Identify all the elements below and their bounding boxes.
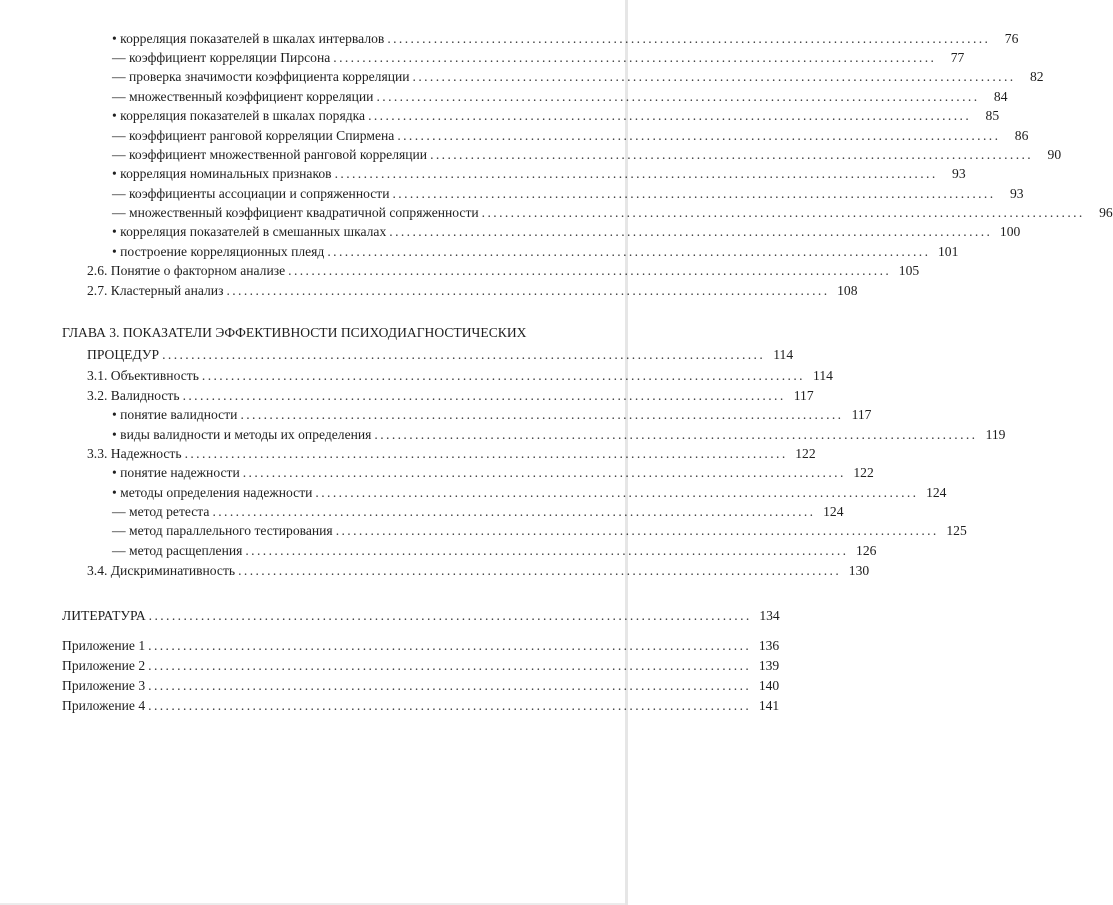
toc-entry <box>0 425 1006 444</box>
dot-leader: ........................................................................................................ <box>288 263 892 278</box>
toc-entry <box>0 606 780 625</box>
toc-entry-text: — метод ретеста <box>112 504 210 519</box>
toc-page-number: 82 <box>1029 69 1044 84</box>
toc-page-number: 114 <box>813 368 833 383</box>
toc-page-number: 139 <box>758 658 780 673</box>
toc-page-number: 93 <box>952 166 966 181</box>
dot-leader: ........................................................................................................ <box>182 388 786 403</box>
toc-entry-text: — коэффициенты ассоциации и сопряженности <box>112 186 390 201</box>
toc-page-number: 117 <box>793 388 814 403</box>
toc-entry <box>0 184 1024 203</box>
dot-leader: ........................................................................................................ <box>327 244 931 259</box>
dot-leader: ........................................................................................................ <box>148 608 752 623</box>
toc-entry <box>0 366 833 385</box>
toc-entry-text: — множественный коэффициент квадратичной сопряженности <box>112 205 479 220</box>
toc-entry-text: — коэффициент множественной ранговой корреляции <box>112 147 428 162</box>
toc-entry-text: • корреляция номинальных признаков <box>112 166 332 181</box>
toc-entry-text: — метод параллельного тестирования <box>112 523 333 538</box>
toc-entry <box>0 345 794 364</box>
dot-leader: ........................................................................................................ <box>335 523 939 538</box>
dot-leader: ........................................................................................................ <box>389 224 993 239</box>
toc-entry <box>0 203 1113 222</box>
dot-leader: ........................................................................................................ <box>374 427 978 442</box>
toc-entry-text: • корреляция показателей в шкалах интервалов <box>112 31 385 46</box>
toc-entry-text: Приложение 2 <box>62 658 146 673</box>
dot-leader: ........................................................................................................ <box>226 283 830 298</box>
toc-page-number: 136 <box>758 638 780 653</box>
toc-entry <box>0 541 877 560</box>
toc-entry-text: • построение корреляционных плеяд <box>112 244 325 259</box>
toc-entry-text: • виды валидности и методы их определения <box>112 427 372 442</box>
dot-leader: ........................................................................................................ <box>245 543 849 558</box>
toc-entry <box>0 521 967 540</box>
toc-page-number: 108 <box>837 283 858 298</box>
dot-leader: ........................................................................................................ <box>315 485 919 500</box>
toc-entry <box>0 676 780 695</box>
toc-entry <box>0 502 844 521</box>
dot-leader: ........................................................................................................ <box>201 368 805 383</box>
toc-entry <box>0 696 780 715</box>
toc-page-number: 122 <box>795 446 816 461</box>
toc-entry-text: • понятие надежности <box>112 465 240 480</box>
toc-entry <box>0 48 965 67</box>
toc-page-number: 119 <box>985 427 1006 442</box>
toc-page-number: 105 <box>898 263 920 278</box>
dot-leader: ........................................................................................................ <box>392 186 996 201</box>
dot-leader: ........................................................................................................ <box>148 678 752 693</box>
toc-page-number: 124 <box>926 485 947 500</box>
dot-leader: ........................................................................................................ <box>481 205 1085 220</box>
toc-entry <box>0 242 959 261</box>
dot-leader: ........................................................................................................ <box>368 108 972 123</box>
toc-page-number: 84 <box>993 89 1008 104</box>
toc-page-number: 100 <box>999 224 1021 239</box>
dot-leader: ........................................................................................................ <box>240 407 844 422</box>
toc-page-number: 76 <box>1004 31 1019 46</box>
toc-entry-text: • корреляция показателей в шкалах порядка <box>112 108 366 123</box>
toc-entry-text: — метод расщепления <box>112 543 243 558</box>
toc-page-number: 117 <box>851 407 872 422</box>
toc-page-number: 134 <box>759 608 780 623</box>
toc-page-number: 122 <box>853 465 874 480</box>
toc-entry <box>0 29 1019 48</box>
toc-entry <box>0 87 1008 106</box>
dot-leader: ........................................................................................................ <box>412 69 1016 84</box>
toc-entry <box>0 164 966 183</box>
toc-entry <box>0 444 816 463</box>
dot-leader: ........................................................................................................ <box>148 638 752 653</box>
toc-page-number: 124 <box>823 504 844 519</box>
toc-entry-text: — множественный коэффициент корреляции <box>112 89 374 104</box>
toc-entry-text: 3.1. Объективность <box>87 368 199 383</box>
dot-leader: ........................................................................................................ <box>387 31 991 46</box>
dot-leader: ........................................................................................................ <box>148 698 752 713</box>
toc-page-number: 114 <box>773 347 794 362</box>
dot-leader: ........................................................................................................ <box>242 465 846 480</box>
dot-leader: ........................................................................................................ <box>162 347 766 362</box>
dot-leader: ........................................................................................................ <box>238 563 842 578</box>
toc-entry <box>0 483 947 502</box>
toc-page-number: 93 <box>1009 186 1024 201</box>
toc-entry-text: • понятие валидности <box>112 407 238 422</box>
toc-page-number: 126 <box>856 543 877 558</box>
toc-entry-text: Приложение 1 <box>62 638 146 653</box>
toc-page-number: 85 <box>985 108 1000 123</box>
toc-entry-text: — коэффициент корреляции Пирсона <box>112 50 331 65</box>
toc-entry <box>0 106 1000 125</box>
dot-leader: ........................................................................................................ <box>334 166 938 181</box>
toc-entry-text: — коэффициент ранговой корреляции Спирмена <box>112 128 395 143</box>
toc-entry-text: • корреляция показателей в смешанных шкалах <box>112 224 387 239</box>
toc-page-number: 141 <box>758 698 780 713</box>
toc-entry-text: — проверка значимости коэффициента корреляции <box>112 69 410 84</box>
dot-leader: ........................................................................................................ <box>397 128 1001 143</box>
toc-entry <box>0 126 1029 145</box>
toc-entry-text: ЛИТЕРАТУРА <box>62 608 146 623</box>
toc-entry <box>0 261 920 280</box>
toc-entry <box>0 222 1021 241</box>
toc-page-number: 90 <box>1047 147 1062 162</box>
toc-entry-text: 2.6. Понятие о факторном анализе <box>87 263 286 278</box>
toc-entry-text: Приложение 3 <box>62 678 146 693</box>
toc-page-number: 86 <box>1014 128 1029 143</box>
toc-entry-text: 3.2. Валидность <box>87 388 180 403</box>
toc-page-number: 96 <box>1099 205 1113 220</box>
toc-entry <box>0 145 1062 164</box>
toc-entry <box>0 281 858 300</box>
toc-entry-text: 3.4. Дискриминативность <box>87 563 236 578</box>
toc-entry-text: 2.7. Кластерный анализ <box>87 283 224 298</box>
chapter-heading-continuation: ПРОЦЕДУР <box>87 347 160 362</box>
toc-page-number: 130 <box>848 563 870 578</box>
toc-entry <box>0 67 1044 86</box>
dot-leader: ........................................................................................................ <box>148 658 752 673</box>
toc-entry <box>0 463 874 482</box>
toc-entry-text: Приложение 4 <box>62 698 146 713</box>
chapter-heading: ГЛАВА 3. ПОКАЗАТЕЛИ ЭФФЕКТИВНОСТИ ПСИХОДИАГНОСТИЧЕСКИХ <box>62 325 527 340</box>
toc-page-number: 77 <box>950 50 965 65</box>
toc-page-number: 125 <box>946 523 967 538</box>
dot-leader: ........................................................................................................ <box>184 446 788 461</box>
dot-leader: ........................................................................................................ <box>430 147 1034 162</box>
toc-page-number: 140 <box>758 678 780 693</box>
toc-entry <box>0 386 814 405</box>
toc-entry-text: • методы определения надежности <box>112 485 313 500</box>
toc-entry <box>0 656 780 675</box>
dot-leader: ........................................................................................................ <box>376 89 980 104</box>
toc-entry <box>0 561 870 580</box>
toc-entry <box>0 636 780 655</box>
toc-page-number: 101 <box>938 244 959 259</box>
toc-entry-text: 3.3. Надежность <box>87 446 182 461</box>
toc-entry <box>0 405 872 424</box>
dot-leader: ........................................................................................................ <box>212 504 816 519</box>
dot-leader: ........................................................................................................ <box>333 50 937 65</box>
